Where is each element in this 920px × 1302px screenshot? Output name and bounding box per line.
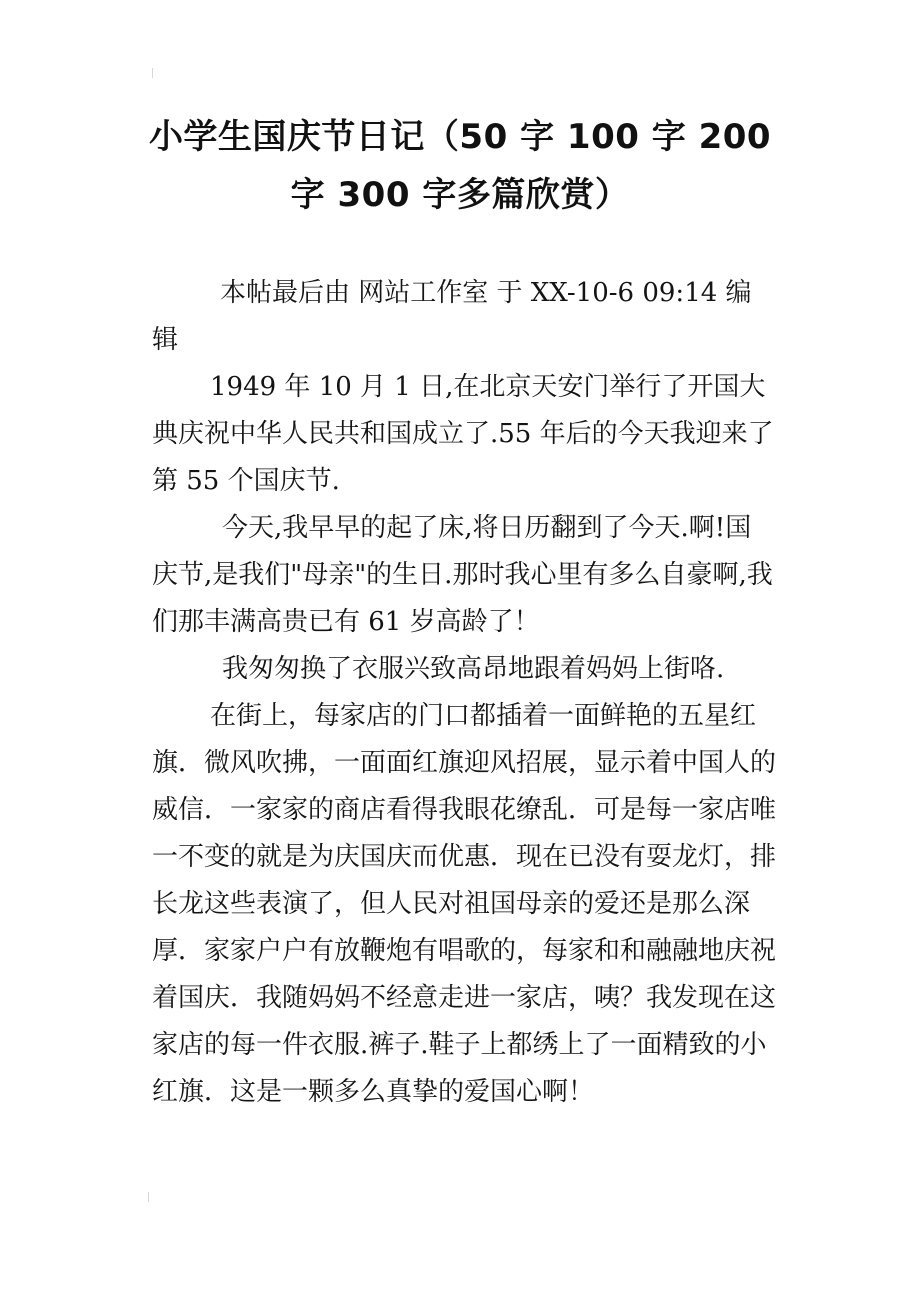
paragraph: 今天,我早早的起了床,将日历翻到了今天.啊!国庆节,是我们"母亲"的生日.那时我心里有多么自豪啊,我们那丰满高贵已有 61 岁高龄了！ xyxy=(152,513,773,637)
paragraph: 我匆匆换了衣服兴致高昂地跟着妈妈上街咯. xyxy=(222,654,725,684)
document-title xyxy=(130,108,790,224)
document-body xyxy=(152,270,776,1116)
edit-note-paragraph: 本帖最后由 网站工作室 于 XX-10-6 09:14 编辑 xyxy=(152,278,752,355)
paragraph: 在街上，每家店的门口都插着一面鲜艳的五星红旗．微风吹拂，一面面红旗迎风招展，显示着中国人的威信．一家家的商店看得我眼花缭乱．可是每一家店唯一不变的就是为庆国庆而优惠．现在已没有耍龙灯，排长龙这些表演了，但人民对祖国母亲的爱还是那么深厚．家家户户有放鞭炮有唱歌的，每家和和融融地庆祝着国庆．我随妈妈不经意走进一家店，咦？我发现在这家店的每一件衣服.裤子.鞋子上都绣上了一面精致的小红旗．这是一颗多么真挚的爱国心啊！ xyxy=(152,701,777,1107)
paragraph: 1949 年 10 月 1 日,在北京天安门举行了开国大典庆祝中华人民共和国成立了.55 年后的今天我迎来了第 55 个国庆节. xyxy=(152,372,774,496)
title-line-2: 字 300 字多篇欣赏） xyxy=(290,175,630,215)
corner-crop-mark xyxy=(152,68,157,78)
title-line-1: 小学生国庆节日记（50 字 100 字 200 xyxy=(148,117,772,157)
corner-crop-mark xyxy=(148,1192,153,1202)
